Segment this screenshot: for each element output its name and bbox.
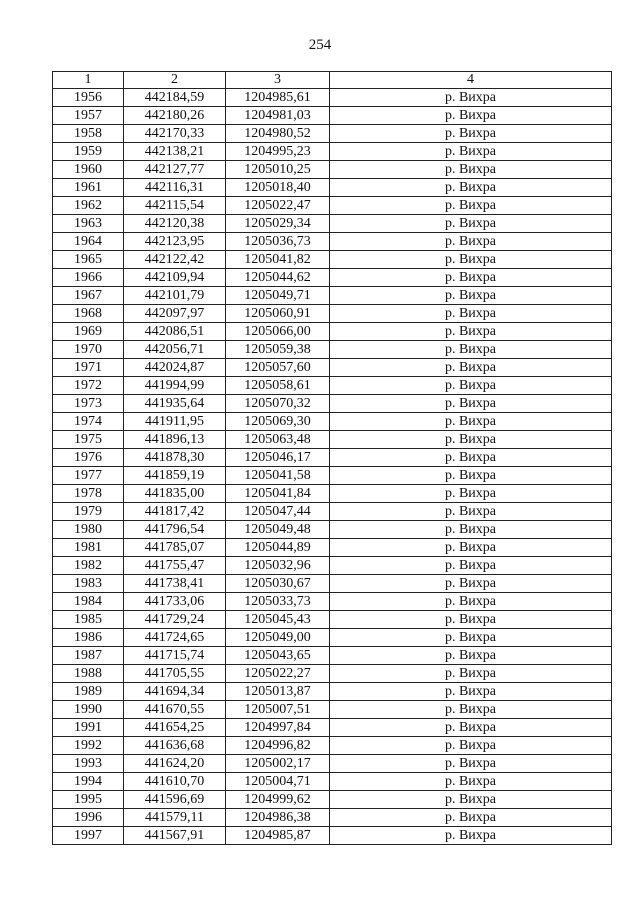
point-number-cell: 1975 bbox=[53, 431, 124, 449]
x-coordinate-cell: 441994,99 bbox=[124, 377, 226, 395]
y-coordinate-cell: 1205058,61 bbox=[226, 377, 330, 395]
table-row bbox=[53, 179, 612, 197]
y-coordinate-cell: 1205043,65 bbox=[226, 647, 330, 665]
description-cell: р. Вихра bbox=[330, 251, 612, 269]
point-number-cell: 1983 bbox=[53, 575, 124, 593]
y-coordinate-cell: 1205069,30 bbox=[226, 413, 330, 431]
y-coordinate-cell: 1205022,47 bbox=[226, 197, 330, 215]
y-coordinate-cell: 1204996,82 bbox=[226, 737, 330, 755]
x-coordinate-cell: 441610,70 bbox=[124, 773, 226, 791]
y-coordinate-cell: 1205063,48 bbox=[226, 431, 330, 449]
description-cell: р. Вихра bbox=[330, 773, 612, 791]
y-coordinate-cell: 1205041,84 bbox=[226, 485, 330, 503]
description-cell: р. Вихра bbox=[330, 179, 612, 197]
x-coordinate-cell: 442180,26 bbox=[124, 107, 226, 125]
y-coordinate-cell: 1204980,52 bbox=[226, 125, 330, 143]
point-number-cell: 1992 bbox=[53, 737, 124, 755]
x-coordinate-cell: 442120,38 bbox=[124, 215, 226, 233]
table-row bbox=[53, 647, 612, 665]
y-coordinate-cell: 1205041,58 bbox=[226, 467, 330, 485]
x-coordinate-cell: 442024,87 bbox=[124, 359, 226, 377]
point-number-cell: 1971 bbox=[53, 359, 124, 377]
table-row bbox=[53, 701, 612, 719]
point-number-cell: 1966 bbox=[53, 269, 124, 287]
description-cell: р. Вихра bbox=[330, 611, 612, 629]
table-row bbox=[53, 143, 612, 161]
description-cell: р. Вихра bbox=[330, 197, 612, 215]
y-coordinate-cell: 1205029,34 bbox=[226, 215, 330, 233]
x-coordinate-cell: 441796,54 bbox=[124, 521, 226, 539]
x-coordinate-cell: 441705,55 bbox=[124, 665, 226, 683]
header-row bbox=[53, 72, 612, 89]
y-coordinate-cell: 1205049,48 bbox=[226, 521, 330, 539]
description-cell: р. Вихра bbox=[330, 791, 612, 809]
table-row bbox=[53, 431, 612, 449]
description-cell: р. Вихра bbox=[330, 215, 612, 233]
x-coordinate-cell: 442115,54 bbox=[124, 197, 226, 215]
table-row bbox=[53, 269, 612, 287]
description-cell: р. Вихра bbox=[330, 125, 612, 143]
table-row bbox=[53, 575, 612, 593]
table-row bbox=[53, 395, 612, 413]
description-cell: р. Вихра bbox=[330, 89, 612, 107]
table-row bbox=[53, 467, 612, 485]
y-coordinate-cell: 1205018,40 bbox=[226, 179, 330, 197]
y-coordinate-cell: 1205057,60 bbox=[226, 359, 330, 377]
x-coordinate-cell: 441670,55 bbox=[124, 701, 226, 719]
description-cell: р. Вихра bbox=[330, 359, 612, 377]
x-coordinate-cell: 441724,65 bbox=[124, 629, 226, 647]
table-row bbox=[53, 323, 612, 341]
x-coordinate-cell: 442056,71 bbox=[124, 341, 226, 359]
description-cell: р. Вихра bbox=[330, 323, 612, 341]
x-coordinate-cell: 442086,51 bbox=[124, 323, 226, 341]
description-cell: р. Вихра bbox=[330, 305, 612, 323]
description-cell: р. Вихра bbox=[330, 377, 612, 395]
x-coordinate-cell: 441785,07 bbox=[124, 539, 226, 557]
table-row bbox=[53, 107, 612, 125]
description-cell: р. Вихра bbox=[330, 539, 612, 557]
description-cell: р. Вихра bbox=[330, 161, 612, 179]
point-number-cell: 1984 bbox=[53, 593, 124, 611]
table-row bbox=[53, 665, 612, 683]
point-number-cell: 1982 bbox=[53, 557, 124, 575]
y-coordinate-cell: 1204985,61 bbox=[226, 89, 330, 107]
table-row bbox=[53, 683, 612, 701]
point-number-cell: 1969 bbox=[53, 323, 124, 341]
point-number-cell: 1981 bbox=[53, 539, 124, 557]
y-coordinate-cell: 1204995,23 bbox=[226, 143, 330, 161]
y-coordinate-cell: 1205007,51 bbox=[226, 701, 330, 719]
y-coordinate-cell: 1204999,62 bbox=[226, 791, 330, 809]
y-coordinate-cell: 1205030,67 bbox=[226, 575, 330, 593]
table-row bbox=[53, 305, 612, 323]
x-coordinate-cell: 442097,97 bbox=[124, 305, 226, 323]
point-number-cell: 1979 bbox=[53, 503, 124, 521]
table-row bbox=[53, 341, 612, 359]
x-coordinate-cell: 441567,91 bbox=[124, 827, 226, 845]
point-number-cell: 1974 bbox=[53, 413, 124, 431]
table-row bbox=[53, 161, 612, 179]
table-row bbox=[53, 539, 612, 557]
y-coordinate-cell: 1205041,82 bbox=[226, 251, 330, 269]
table-row bbox=[53, 215, 612, 233]
x-coordinate-cell: 441715,74 bbox=[124, 647, 226, 665]
table-row bbox=[53, 197, 612, 215]
y-coordinate-cell: 1205036,73 bbox=[226, 233, 330, 251]
x-coordinate-cell: 442184,59 bbox=[124, 89, 226, 107]
table-body bbox=[53, 89, 612, 845]
x-coordinate-cell: 442101,79 bbox=[124, 287, 226, 305]
coordinates-table bbox=[52, 71, 612, 845]
y-coordinate-cell: 1205046,17 bbox=[226, 449, 330, 467]
point-number-cell: 1987 bbox=[53, 647, 124, 665]
point-number-cell: 1964 bbox=[53, 233, 124, 251]
point-number-cell: 1993 bbox=[53, 755, 124, 773]
x-coordinate-cell: 441579,11 bbox=[124, 809, 226, 827]
x-coordinate-cell: 441729,24 bbox=[124, 611, 226, 629]
point-number-cell: 1990 bbox=[53, 701, 124, 719]
description-cell: р. Вихра bbox=[330, 503, 612, 521]
point-number-cell: 1997 bbox=[53, 827, 124, 845]
description-cell: р. Вихра bbox=[330, 593, 612, 611]
x-coordinate-cell: 441911,95 bbox=[124, 413, 226, 431]
table-row bbox=[53, 809, 612, 827]
table-row bbox=[53, 413, 612, 431]
point-number-cell: 1980 bbox=[53, 521, 124, 539]
x-coordinate-cell: 442116,31 bbox=[124, 179, 226, 197]
table-row bbox=[53, 287, 612, 305]
point-number-cell: 1989 bbox=[53, 683, 124, 701]
point-number-cell: 1973 bbox=[53, 395, 124, 413]
header-cell-3: 3 bbox=[226, 72, 330, 89]
point-number-cell: 1995 bbox=[53, 791, 124, 809]
y-coordinate-cell: 1205049,71 bbox=[226, 287, 330, 305]
y-coordinate-cell: 1205013,87 bbox=[226, 683, 330, 701]
point-number-cell: 1996 bbox=[53, 809, 124, 827]
table-row bbox=[53, 233, 612, 251]
description-cell: р. Вихра bbox=[330, 395, 612, 413]
x-coordinate-cell: 442138,21 bbox=[124, 143, 226, 161]
y-coordinate-cell: 1204981,03 bbox=[226, 107, 330, 125]
point-number-cell: 1986 bbox=[53, 629, 124, 647]
y-coordinate-cell: 1205049,00 bbox=[226, 629, 330, 647]
y-coordinate-cell: 1204985,87 bbox=[226, 827, 330, 845]
description-cell: р. Вихра bbox=[330, 629, 612, 647]
header-cell-4: 4 bbox=[330, 72, 612, 89]
point-number-cell: 1967 bbox=[53, 287, 124, 305]
y-coordinate-cell: 1205047,44 bbox=[226, 503, 330, 521]
description-cell: р. Вихра bbox=[330, 269, 612, 287]
x-coordinate-cell: 441817,42 bbox=[124, 503, 226, 521]
table-row bbox=[53, 611, 612, 629]
point-number-cell: 1970 bbox=[53, 341, 124, 359]
description-cell: р. Вихра bbox=[330, 485, 612, 503]
x-coordinate-cell: 441624,20 bbox=[124, 755, 226, 773]
point-number-cell: 1959 bbox=[53, 143, 124, 161]
x-coordinate-cell: 441878,30 bbox=[124, 449, 226, 467]
point-number-cell: 1956 bbox=[53, 89, 124, 107]
table-row bbox=[53, 251, 612, 269]
x-coordinate-cell: 441596,69 bbox=[124, 791, 226, 809]
description-cell: р. Вихра bbox=[330, 719, 612, 737]
point-number-cell: 1972 bbox=[53, 377, 124, 395]
description-cell: р. Вихра bbox=[330, 449, 612, 467]
x-coordinate-cell: 442170,33 bbox=[124, 125, 226, 143]
y-coordinate-cell: 1205044,89 bbox=[226, 539, 330, 557]
x-coordinate-cell: 441654,25 bbox=[124, 719, 226, 737]
point-number-cell: 1977 bbox=[53, 467, 124, 485]
description-cell: р. Вихра bbox=[330, 737, 612, 755]
x-coordinate-cell: 441636,68 bbox=[124, 737, 226, 755]
y-coordinate-cell: 1205032,96 bbox=[226, 557, 330, 575]
y-coordinate-cell: 1205059,38 bbox=[226, 341, 330, 359]
point-number-cell: 1994 bbox=[53, 773, 124, 791]
x-coordinate-cell: 442122,42 bbox=[124, 251, 226, 269]
x-coordinate-cell: 441755,47 bbox=[124, 557, 226, 575]
point-number-cell: 1962 bbox=[53, 197, 124, 215]
table-row bbox=[53, 593, 612, 611]
y-coordinate-cell: 1205033,73 bbox=[226, 593, 330, 611]
description-cell: р. Вихра bbox=[330, 143, 612, 161]
point-number-cell: 1957 bbox=[53, 107, 124, 125]
table-row bbox=[53, 791, 612, 809]
description-cell: р. Вихра bbox=[330, 413, 612, 431]
table-header bbox=[53, 72, 612, 89]
point-number-cell: 1963 bbox=[53, 215, 124, 233]
table-row bbox=[53, 755, 612, 773]
x-coordinate-cell: 441935,64 bbox=[124, 395, 226, 413]
table-row bbox=[53, 737, 612, 755]
table-row bbox=[53, 359, 612, 377]
table-row bbox=[53, 503, 612, 521]
table-row bbox=[53, 485, 612, 503]
description-cell: р. Вихра bbox=[330, 521, 612, 539]
point-number-cell: 1988 bbox=[53, 665, 124, 683]
y-coordinate-cell: 1205002,17 bbox=[226, 755, 330, 773]
description-cell: р. Вихра bbox=[330, 341, 612, 359]
description-cell: р. Вихра bbox=[330, 683, 612, 701]
x-coordinate-cell: 441733,06 bbox=[124, 593, 226, 611]
description-cell: р. Вихра bbox=[330, 557, 612, 575]
y-coordinate-cell: 1205010,25 bbox=[226, 161, 330, 179]
point-number-cell: 1961 bbox=[53, 179, 124, 197]
point-number-cell: 1968 bbox=[53, 305, 124, 323]
x-coordinate-cell: 442123,95 bbox=[124, 233, 226, 251]
y-coordinate-cell: 1205060,91 bbox=[226, 305, 330, 323]
description-cell: р. Вихра bbox=[330, 107, 612, 125]
table-row bbox=[53, 719, 612, 737]
table-row bbox=[53, 557, 612, 575]
y-coordinate-cell: 1205044,62 bbox=[226, 269, 330, 287]
description-cell: р. Вихра bbox=[330, 809, 612, 827]
table-row bbox=[53, 377, 612, 395]
x-coordinate-cell: 441738,41 bbox=[124, 575, 226, 593]
header-cell-2: 2 bbox=[124, 72, 226, 89]
point-number-cell: 1985 bbox=[53, 611, 124, 629]
y-coordinate-cell: 1204986,38 bbox=[226, 809, 330, 827]
x-coordinate-cell: 441835,00 bbox=[124, 485, 226, 503]
table-row bbox=[53, 521, 612, 539]
point-number-cell: 1978 bbox=[53, 485, 124, 503]
description-cell: р. Вихра bbox=[330, 755, 612, 773]
table-row bbox=[53, 629, 612, 647]
table-row bbox=[53, 89, 612, 107]
y-coordinate-cell: 1204997,84 bbox=[226, 719, 330, 737]
x-coordinate-cell: 442109,94 bbox=[124, 269, 226, 287]
y-coordinate-cell: 1205070,32 bbox=[226, 395, 330, 413]
point-number-cell: 1960 bbox=[53, 161, 124, 179]
x-coordinate-cell: 442127,77 bbox=[124, 161, 226, 179]
x-coordinate-cell: 441896,13 bbox=[124, 431, 226, 449]
x-coordinate-cell: 441694,34 bbox=[124, 683, 226, 701]
description-cell: р. Вихра bbox=[330, 287, 612, 305]
table-row bbox=[53, 773, 612, 791]
point-number-cell: 1958 bbox=[53, 125, 124, 143]
x-coordinate-cell: 441859,19 bbox=[124, 467, 226, 485]
point-number-cell: 1965 bbox=[53, 251, 124, 269]
point-number-cell: 1991 bbox=[53, 719, 124, 737]
description-cell: р. Вихра bbox=[330, 467, 612, 485]
description-cell: р. Вихра bbox=[330, 701, 612, 719]
description-cell: р. Вихра bbox=[330, 233, 612, 251]
y-coordinate-cell: 1205045,43 bbox=[226, 611, 330, 629]
point-number-cell: 1976 bbox=[53, 449, 124, 467]
table-row bbox=[53, 125, 612, 143]
description-cell: р. Вихра bbox=[330, 647, 612, 665]
description-cell: р. Вихра bbox=[330, 827, 612, 845]
description-cell: р. Вихра bbox=[330, 665, 612, 683]
y-coordinate-cell: 1205004,71 bbox=[226, 773, 330, 791]
description-cell: р. Вихра bbox=[330, 431, 612, 449]
page-number: 254 bbox=[308, 37, 332, 53]
table-row bbox=[53, 449, 612, 467]
y-coordinate-cell: 1205066,00 bbox=[226, 323, 330, 341]
description-cell: р. Вихра bbox=[330, 575, 612, 593]
header-cell-1: 1 bbox=[53, 72, 124, 89]
table-row bbox=[53, 827, 612, 845]
y-coordinate-cell: 1205022,27 bbox=[226, 665, 330, 683]
